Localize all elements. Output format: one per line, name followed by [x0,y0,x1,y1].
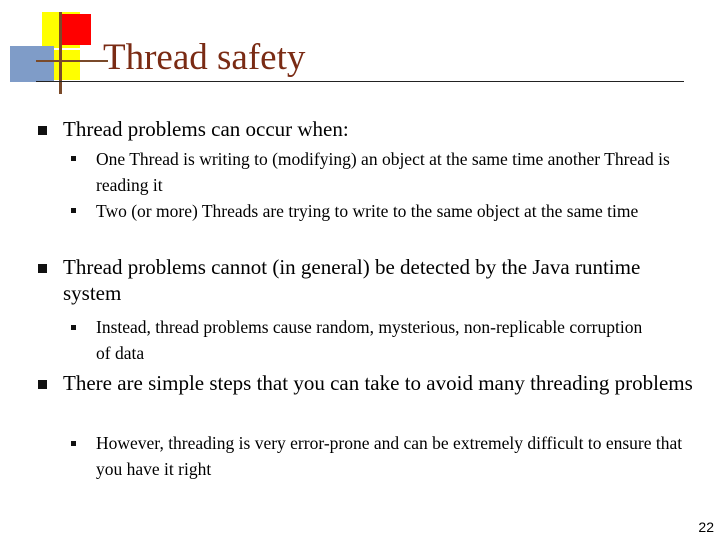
sub-bullet-text: Instead, thread problems cause random, mysterious, non-replicable corruption of data [96,317,643,363]
bullet-marker [38,380,47,389]
sub-bullet-text: Two (or more) Threads are trying to write to the same object at the same time [96,201,639,221]
logo-yellow-square-lower [54,50,80,80]
bullet-marker [38,126,47,135]
bullet-marker [38,264,47,273]
sub-bullet-marker [71,441,76,446]
sub-bullet-text: However, threading is very error-prone and can be extremely difficult to ensure that you have it right [96,433,683,479]
slide-title: Thread safety [103,37,306,78]
sub-bullet-marker [71,156,76,161]
sub-bullet-text: One Thread is writing to (modifying) an object at the same time another Thread is reading it [96,149,670,195]
logo-red-square [62,14,91,45]
page-number: 22 [698,519,714,535]
sub-bullet-marker [71,325,76,330]
sub-bullet-marker [71,208,76,213]
bullet-text: Thread problems can occur when: [63,117,349,141]
bullet-text: Thread problems cannot (in general) be detected by the Java runtime system [63,255,641,305]
bullet-text: There are simple steps that you can take to avoid many threading problems [63,371,693,395]
logo-blue-square [10,46,54,82]
title-underline [36,81,684,82]
logo-horizontal-line [36,60,108,62]
